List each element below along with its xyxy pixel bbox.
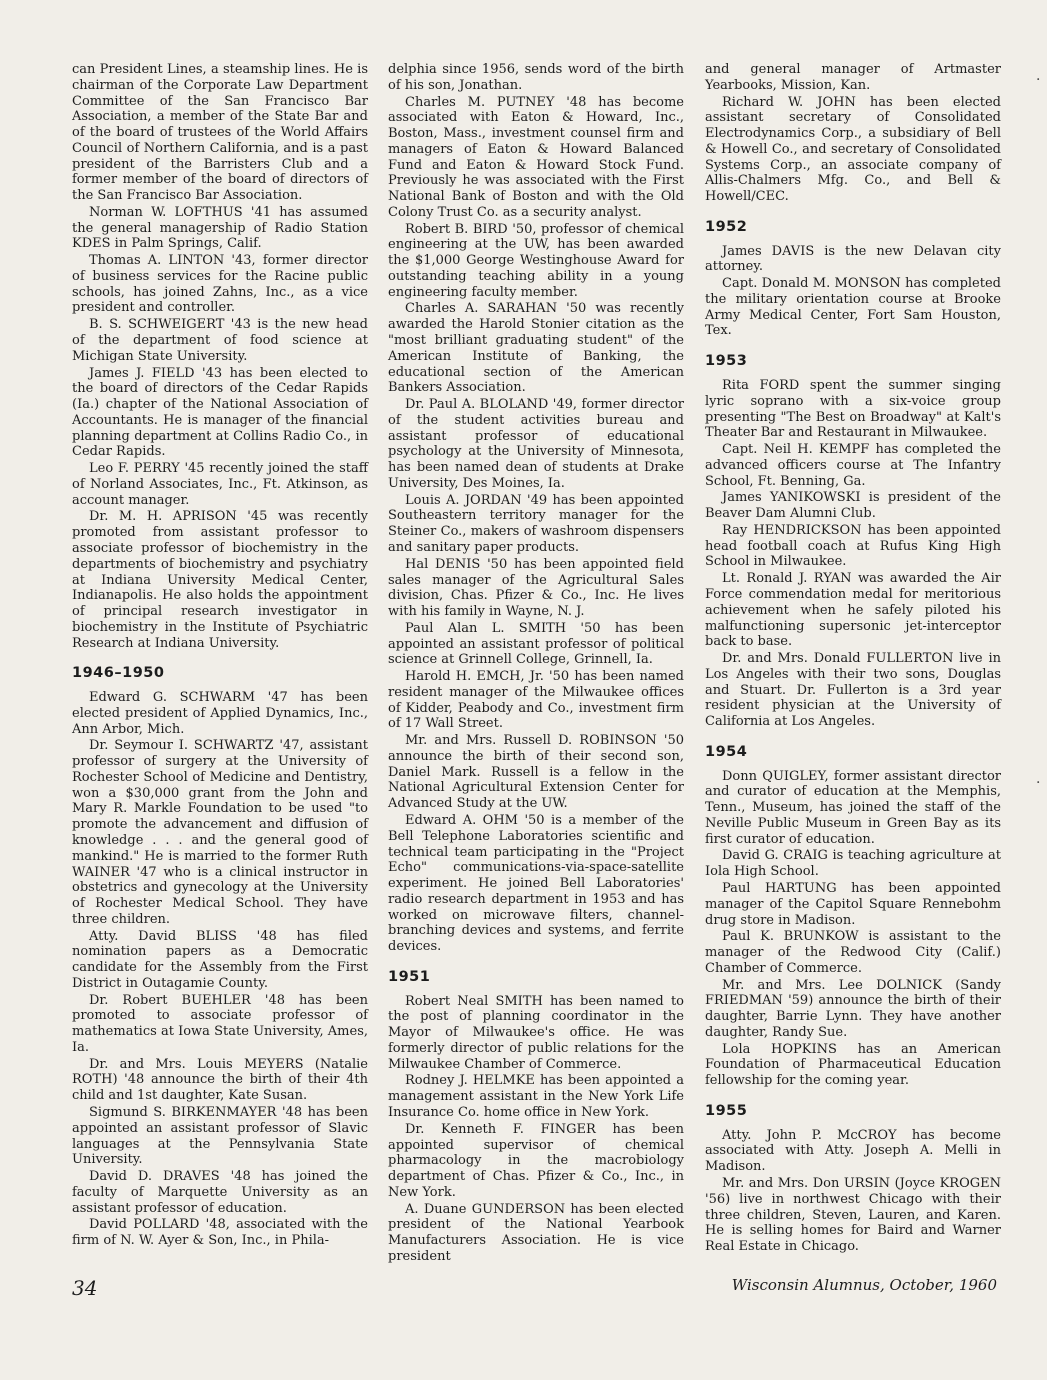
paragraph: Thomas A. LINTON '43, former director of business services for the Racine public schools, has joined Zahns, Inc., as a vice president and controller. <box>72 253 368 316</box>
paragraph: can President Lines, a steamship lines. He is chairman of the Corporate Law Department Committee of the San Francisco Bar Association, a member of the State Bar and of the board of trustees of the World Affairs Council of Northern California, and is a past president of the Barristers Club and a former member of the board of directors of the San Francisco Bar Association. <box>72 62 368 204</box>
paragraph: David D. DRAVES '48 has joined the faculty of Marquette University as an assistant professor of education. <box>72 1169 368 1216</box>
paragraph: James YANIKOWSKI is president of the Beaver Dam Alumni Club. <box>705 490 1001 522</box>
paragraph: Robert Neal SMITH has been named to the post of planning coordinator in the Mayor of Milwaukee's office. He was formerly director of public relations for the Milwaukee Chamber of Commerce. <box>388 993 684 1072</box>
paragraph: James J. FIELD '43 has been elected to the board of directors of the Cedar Rapids (Ia.) chapter of the National Association of Accountants. He is manager of the financial planning department at Collins Radio Co., in Cedar Rapids. <box>72 365 368 460</box>
paragraph: Dr. and Mrs. Donald FULLERTON live in Los Angeles with their two sons, Douglas and Stuart. Dr. Fullerton is a 3rd year resident physician at the University of California at Los Angeles. <box>705 651 1001 730</box>
paragraph: David POLLARD '48, associated with the firm of N. W. Ayer & Son, Inc., in Phila- <box>72 1217 368 1249</box>
column-middle <box>388 62 684 1266</box>
scan-edge-mark: · <box>1036 72 1041 88</box>
paragraph: and general manager of Artmaster Yearbooks, Mission, Kan. <box>705 62 1001 93</box>
paragraph: Louis A. JORDAN '49 has been appointed Southeastern territory manager for the Steiner Co., makers of washroom dispensers and sanitary paper products. <box>388 492 684 555</box>
paragraph: Mr. and Mrs. Don URSIN (Joyce KROGEN '56) live in northwest Chicago with their three children, Steven, Lauren, and Karen. He is selling homes for Baird and Warner Real Estate in Chicago. <box>705 1176 1001 1255</box>
paragraph: Atty. David BLISS '48 has filed nomination papers as a Democratic candidate for the Assembly from the First District in Outagamie County. <box>72 928 368 991</box>
paragraph: Lt. Ronald J. RYAN was awarded the Air Force commendation medal for meritorious achievement when he safely piloted his malfunctioning supersonic jet-interceptor back to base. <box>705 571 1001 650</box>
paragraph: Leo F. PERRY '45 recently joined the staff of Norland Associates, Inc., Ft. Atkinson, as account manager. <box>72 461 368 508</box>
paragraph: A. Duane GUNDERSON has been elected president of the National Yearbook Manufacturers Association. He is vice president <box>388 1201 684 1264</box>
paragraph: Hal DENIS '50 has been appointed field sales manager of the Agricultural Sales division, Chas. Pfizer & Co., Inc. He lives with his family in Wayne, N. J. <box>388 556 684 620</box>
paragraph: delphia since 1956, sends word of the birth of his son, Jonathan. <box>388 62 684 93</box>
paragraph: Atty. John P. McCROY has become associated with Atty. Joseph A. Melli in Madison. <box>705 1127 1001 1175</box>
paragraph: Capt. Neil H. KEMPF has completed the advanced officers course at The Infantry School, Ft. Benning, Ga. <box>705 442 1001 489</box>
paragraph: Dr. Kenneth F. FINGER has been appointed supervisor of chemical pharmacology in the macrobiology department of Chas. Pfizer & Co., Inc., in New York. <box>388 1121 684 1200</box>
section-heading: 1955 <box>705 1102 748 1119</box>
paragraph: Dr. Seymour I. SCHWARTZ '47, assistant professor of surgery at the University of Rochester School of Medicine and Dentistry, won a $30,000 grant from the John and Mary R. Markle Foundation to be used "to promote the advancement and diffusion of knowledge . . . and the general good of mankind." He is married to the former Ruth WAINER '47 who is a clinical instructor in obstetrics and gynecology at the University of Rochester Medical School. They have three children. <box>72 738 368 927</box>
section-heading: 1946–1950 <box>72 665 165 682</box>
paragraph: Paul Alan L. SMITH '50 has been appointed an assistant professor of political science at Grinnell College, Grinnell, Ia. <box>388 620 684 668</box>
paragraph: Charles A. SARAHAN '50 was recently awarded the Harold Stonier citation as the "most brilliant graduating student" of the American Institute of Banking, the educational section of the American Bankers Association. <box>388 301 684 396</box>
section-heading: 1951 <box>388 968 431 985</box>
publication-credit: Wisconsin Alumnus, October, 1960 <box>731 1276 997 1294</box>
paragraph: Norman W. LOFTHUS '41 has assumed the general managership of Radio Station KDES in Palm Springs, Calif. <box>72 204 368 252</box>
section-heading: 1953 <box>705 353 748 370</box>
paragraph: Paul K. BRUNKOW is assistant to the manager of the Redwood City (Calif.) Chamber of Commerce. <box>705 929 1001 976</box>
paragraph: Edward A. OHM '50 is a member of the Bell Telephone Laboratories scientific and technical team participating in the "Project Echo" communications-via-space-satellite experiment. He joined Bell Laboratories' radio research department in 1953 and has worked on microwave filters, channel-branching devices and systems, and ferrite devices. <box>388 812 684 955</box>
section-heading: 1954 <box>705 743 748 760</box>
paragraph: Mr. and Mrs. Russell D. ROBINSON '50 announce the birth of their second son, Daniel Mark. Russell is a fellow in the National Agricultural Extension Center for Advanced Study at the UW. <box>388 733 684 812</box>
paragraph: Charles M. PUTNEY '48 has become associated with Eaton & Howard, Inc., Boston, Mass., investment counsel firm and managers of Eaton & Howard Balanced Fund and Eaton & Howard Stock Fund. Previously he was associated with the First National Bank of Boston and with the Old Colony Trust Co. as a security analyst. <box>388 94 684 220</box>
paragraph: Harold H. EMCH, Jr. '50 has been named resident manager of the Milwaukee offices of Kidder, Peabody and Co., investment firm of 17 Wall Street. <box>388 669 684 732</box>
paragraph: Edward G. SCHWARM '47 has been elected president of Applied Dynamics, Inc., Ann Arbor, Mich. <box>72 690 368 737</box>
paragraph: Paul HARTUNG has been appointed manager of the Capitol Square Rennebohm drug store in Madison. <box>705 880 1001 928</box>
column-right <box>705 62 1001 1256</box>
paragraph: Dr. M. H. APRISON '45 was recently promoted from assistant professor to associate professor of biochemistry in the departments of biochemistry and psychiatry at Indiana University Medical Center, Indianapolis. He also holds the appointment of principal research investigator in biochemistry in the Institute of Psychiatric Research at Indiana University. <box>72 509 368 651</box>
paragraph: Dr. Paul A. BLOLAND '49, former director of the student activities bureau and assistant professor of educational psychology at the University of Minnesota, has been named dean of students at Drake University, Des Moines, Ia. <box>388 397 684 491</box>
paragraph: Richard W. JOHN has been elected assistant secretary of Consolidated Electrodynamics Corp., a subsidiary of Bell & Howell Co., and secretary of Consolidated Systems Corp., an associate company of Allis-Chalmers Mfg. Co., and Bell & Howell/CEC. <box>705 94 1001 205</box>
paragraph: Dr. and Mrs. Louis MEYERS (Natalie ROTH) '48 announce the birth of their 4th child and 1st daughter, Kate Susan. <box>72 1056 368 1104</box>
paragraph: B. S. SCHWEIGERT '43 is the new head of the department of food science at Michigan State University. <box>72 317 368 364</box>
paragraph: David G. CRAIG is teaching agriculture at Iola High School. <box>705 848 1001 880</box>
paragraph: Rita FORD spent the summer singing lyric soprano with a six-voice group presenting "The Best on Broadway" at Kalt's Theater Bar and Restaurant in Milwaukee. <box>705 378 1001 441</box>
paragraph: Ray HENDRICKSON has been appointed head football coach at Rufus King High School in Milwaukee. <box>705 522 1001 570</box>
paragraph: Sigmund S. BIRKENMAYER '48 has been appointed an assistant professor of Slavic languages at the Pennsylvania State University. <box>72 1105 368 1168</box>
scan-edge-mark: · <box>1036 775 1041 791</box>
paragraph: Capt. Donald M. MONSON has completed the military orientation course at Brooke Army Medical Center, Fort Sam Houston, Tex. <box>705 276 1001 339</box>
paragraph: Donn QUIGLEY, former assistant director and curator of education at the Memphis, Tenn., Museum, has joined the staff of the Neville Public Museum in Green Bay as its first curator of education. <box>705 768 1001 847</box>
column-left <box>72 62 368 1250</box>
section-heading: 1952 <box>705 218 748 235</box>
paragraph: James DAVIS is the new Delavan city attorney. <box>705 243 1001 275</box>
paragraph: Rodney J. HELMKE has been appointed a management assistant in the New York Life Insurance Co. home office in New York. <box>388 1073 684 1120</box>
paragraph: Mr. and Mrs. Lee DOLNICK (Sandy FRIEDMAN '59) announce the birth of their daughter, Barrie Lynn. They have another daughter, Randy Sue. <box>705 977 1001 1040</box>
paragraph: Robert B. BIRD '50, professor of chemical engineering at the UW, has been awarded the $1,000 George Westinghouse Award for outstanding teaching ability in a young engineering faculty member. <box>388 221 684 300</box>
paragraph: Lola HOPKINS has an American Foundation of Pharmaceutical Education fellowship for the coming year. <box>705 1041 1001 1089</box>
page-number: 34 <box>72 1276 98 1300</box>
paragraph: Dr. Robert BUEHLER '48 has been promoted to associate professor of mathematics at Iowa State University, Ames, Ia. <box>72 992 368 1055</box>
